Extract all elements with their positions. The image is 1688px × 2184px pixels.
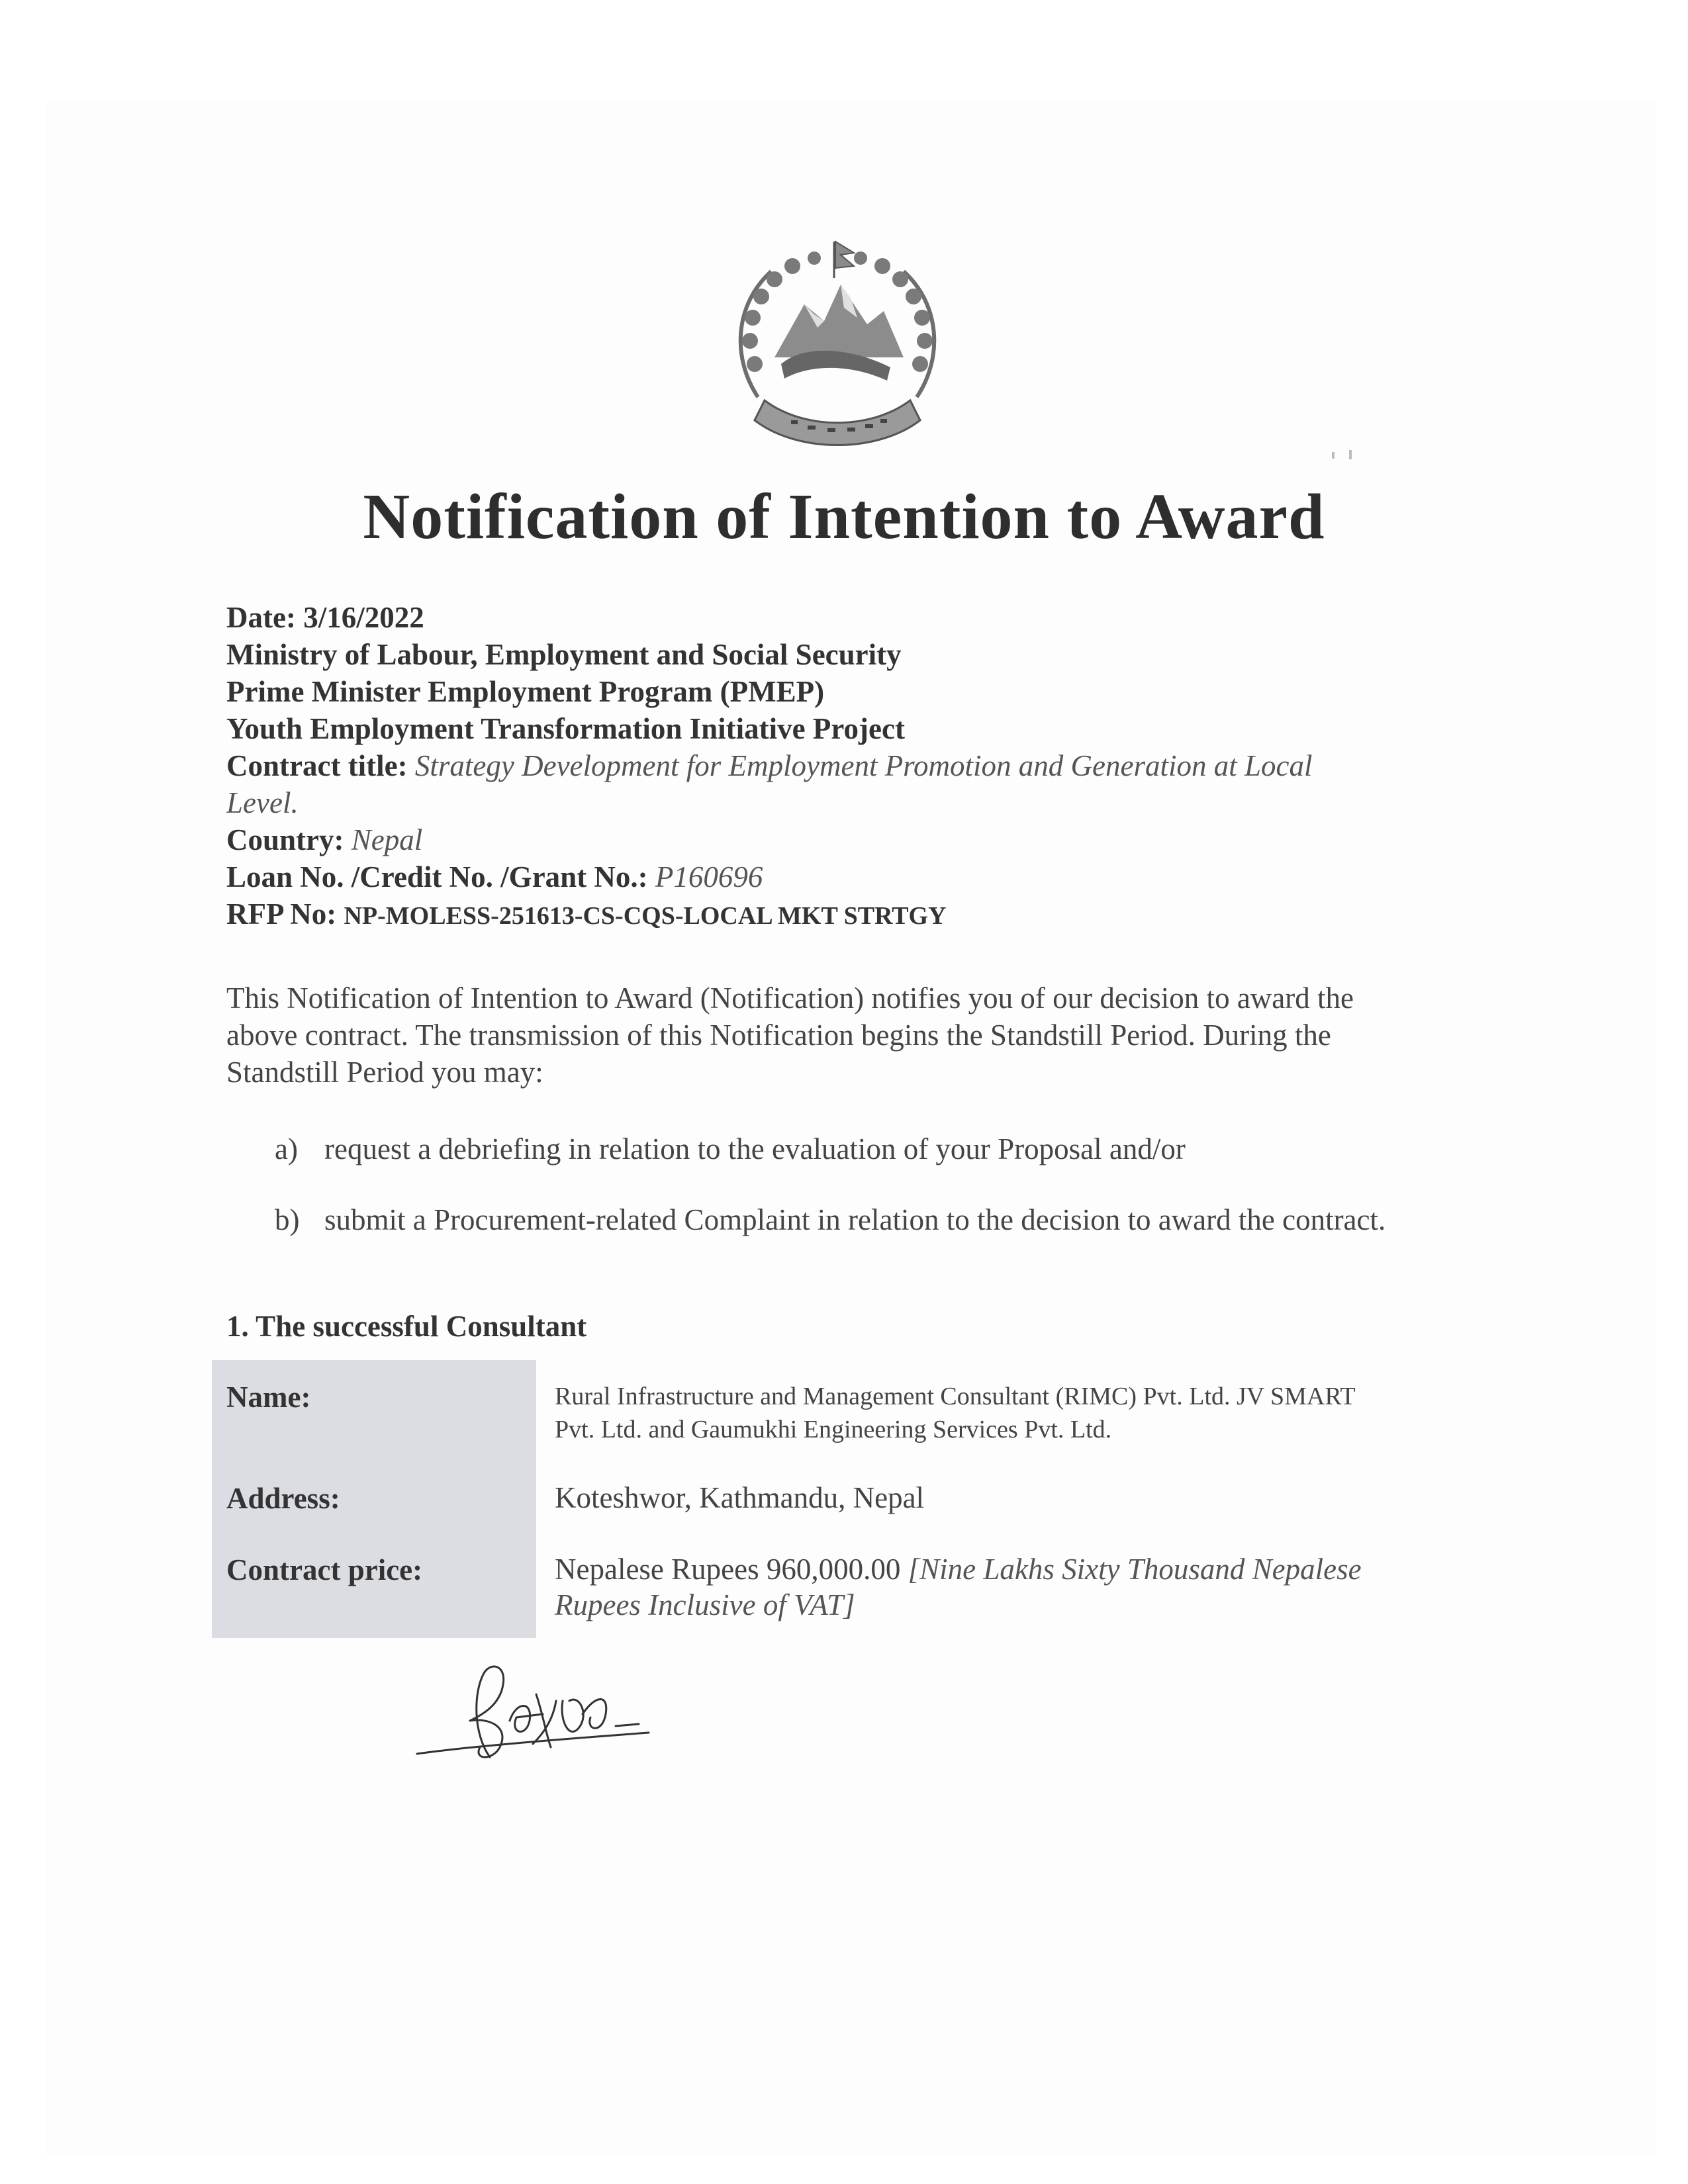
address-value: Koteshwor, Kathmandu, Nepal (555, 1481, 925, 1514)
name-label: Name: (226, 1381, 311, 1414)
price-amount: Nepalese Rupees 960,000.00 (555, 1553, 901, 1586)
option-text: request a debriefing in relation to the evaluation of your Proposal and/or (324, 1132, 1186, 1165)
contract-title-label: Contract title: (226, 749, 408, 782)
price-in-words: [Nine Lakhs Sixty Thousand Nepalese (908, 1553, 1362, 1586)
consultant-name-line: Pvt. Ltd. and Gaumukhi Engineering Services Pvt. Ltd. (555, 1416, 1112, 1443)
scan-speck (1349, 450, 1352, 459)
scan-speck (1332, 452, 1335, 459)
ministry-name: Ministry of Labour, Employment and Social Security (226, 638, 902, 671)
project-name: Youth Employment Transformation Initiative Project (226, 712, 905, 745)
address-label: Address: (226, 1482, 340, 1515)
nepal-government-emblem-icon (718, 232, 957, 457)
country-row (226, 821, 1484, 858)
contract-title-value-cont: Level. (226, 786, 299, 819)
intro-paragraph (226, 979, 1484, 1091)
section-heading: 1. The successful Consultant (226, 1310, 587, 1343)
contract-price-label: Contract price: (226, 1553, 423, 1586)
date-value: 3/16/2022 (303, 601, 424, 634)
rfp-label: RFP No: (226, 897, 337, 931)
document-header (226, 599, 1484, 934)
option-text: submit a Procurement-related Complaint in relation to the decision to award the contract. (324, 1203, 1386, 1236)
intro-line: above contract. The transmission of this Notification begins the Standstill Period. During the (226, 1019, 1331, 1052)
consultant-name-line: Rural Infrastructure and Management Consultant (RIMC) Pvt. Ltd. JV SMART (555, 1383, 1356, 1410)
loan-label: Loan No. /Credit No. /Grant No.: (226, 860, 648, 893)
option-b (275, 1201, 1466, 1238)
rfp-row (226, 895, 1484, 934)
contract-price-value (555, 1551, 1481, 1623)
program-name: Prime Minister Employment Program (PMEP) (226, 675, 825, 708)
contract-title-row (226, 747, 1484, 784)
intro-line: This Notification of Intention to Award (Notification) notifies you of our decision to award the (226, 981, 1354, 1015)
consultant-name (555, 1380, 1481, 1446)
loan-value: P160696 (655, 860, 763, 893)
option-marker: b) (275, 1203, 300, 1236)
rfp-value: NP-MOLESS-251613-CS-CQS-LOCAL MKT STRTGY (344, 902, 947, 930)
date-row (226, 599, 1484, 636)
handwritten-signature (410, 1655, 655, 1774)
intro-line: Standstill Period you may: (226, 1056, 543, 1089)
country-value: Nepal (351, 823, 423, 856)
contract-title-value: Strategy Development for Employment Promotion and Generation at Local (414, 749, 1313, 782)
price-in-words-cont: Rupees Inclusive of VAT] (555, 1588, 855, 1621)
page-title: Notification of Intention to Award (363, 481, 1325, 553)
loan-row (226, 858, 1484, 895)
option-marker: a) (275, 1132, 298, 1165)
country-label: Country: (226, 823, 344, 856)
option-a (275, 1130, 1466, 1167)
date-label: Date: (226, 601, 296, 634)
